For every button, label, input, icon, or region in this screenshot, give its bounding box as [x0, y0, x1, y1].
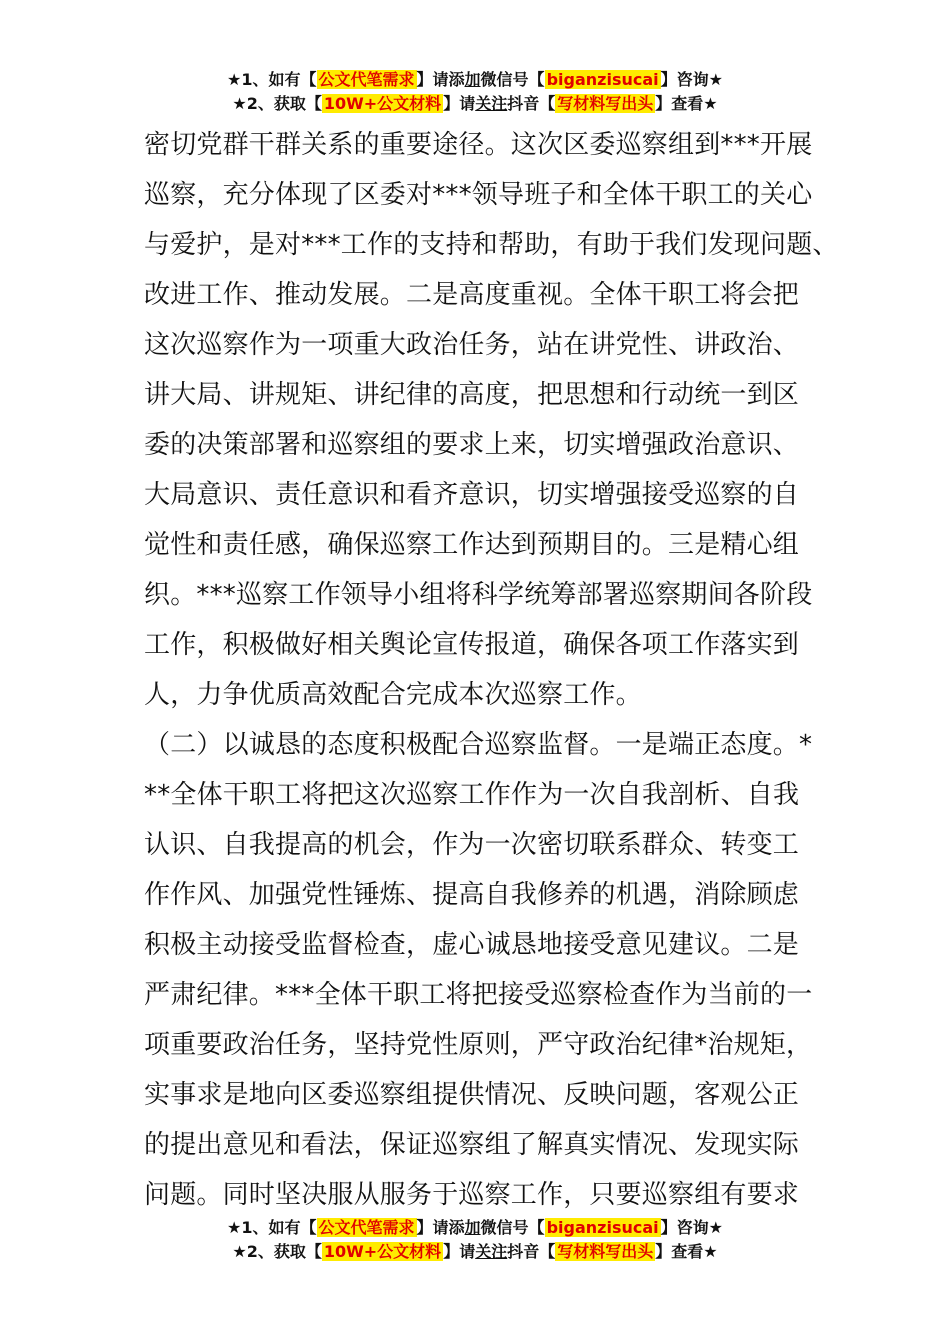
wechat-id-highlight: biganzisucai [546, 70, 659, 89]
body-line: 与爱护，是对***工作的支持和帮助，有助于我们发现问题、 [144, 230, 839, 260]
banner-text: 】请添 [416, 70, 465, 89]
body-line: **全体干职工将把这次巡察工作作为一次自我剖析、自我 [144, 780, 800, 810]
header-banner [0, 68, 950, 116]
banner-line-1 [0, 68, 950, 92]
body-line: 巡察，充分体现了区委对***领导班子和全体干职工的关心 [144, 180, 813, 210]
banner-text: ★2、获取【 [232, 94, 322, 113]
banner-underlined-text: 加 [464, 70, 481, 89]
body-line: 这次巡察作为一项重大政治任务，站在讲党性、讲政治、 [144, 330, 800, 360]
douyin-account-highlight: 写材料写出头 [557, 1242, 654, 1261]
body-line: 工作，积极做好相关舆论宣传报道，确保各项工作落实到 [144, 630, 800, 660]
banner-underlined-text: 关注 [475, 94, 508, 113]
ghostwriting-highlight: 公文代笔需求 [318, 70, 415, 89]
banner-text: 】查看★ [655, 94, 718, 113]
footer-banner [0, 1216, 950, 1264]
banner-text: 抖音【 [507, 1242, 556, 1261]
ghostwriting-highlight: 公文代笔需求 [318, 1218, 415, 1237]
banner-text: 】请 [443, 94, 476, 113]
section-heading-line: （二）以诚恳的态度积极配合巡察监督。一是端正态度。* [144, 730, 813, 760]
banner-text: 】咨询★ [660, 1218, 723, 1237]
materials-highlight: 10W+公文材料 [323, 94, 442, 113]
body-line: 织。***巡察工作领导小组将科学统筹部署巡察期间各阶段 [144, 580, 813, 610]
banner-text: 微信号【 [480, 1218, 545, 1237]
banner-line-1 [0, 1216, 950, 1240]
banner-text: ★2、获取【 [232, 1242, 322, 1261]
banner-text: 】请添 [416, 1218, 465, 1237]
body-line: 积极主动接受监督检查，虚心诚恳地接受意见建议。二是 [144, 930, 800, 960]
banner-text: ★1、如有【 [227, 70, 317, 89]
body-line: 人，力争优质高效配合完成本次巡察工作。 [144, 680, 642, 710]
materials-highlight: 10W+公文材料 [323, 1242, 442, 1261]
body-line: 的提出意见和看法，保证巡察组了解真实情况、发现实际 [144, 1130, 800, 1160]
body-line: 问题。同时坚决服从服务于巡察工作，只要巡察组有要求 [144, 1180, 800, 1210]
banner-text: ★1、如有【 [227, 1218, 317, 1237]
banner-line-2 [0, 1240, 950, 1264]
banner-text: 】查看★ [655, 1242, 718, 1261]
banner-underlined-text: 加 [464, 1218, 481, 1237]
banner-underlined-text: 关注 [475, 1242, 508, 1261]
banner-text: 微信号【 [480, 70, 545, 89]
body-line: 项重要政治任务，坚持党性原则，严守政治纪律*治规矩， [144, 1030, 813, 1060]
wechat-id-highlight: biganzisucai [546, 1218, 659, 1237]
body-line: 作作风、加强党性锤炼、提高自我修养的机遇，消除顾虑 [144, 880, 800, 910]
body-line: 改进工作、推动发展。二是高度重视。全体干职工将会把 [144, 280, 800, 310]
body-line: 大局意识、责任意识和看齐意识，切实增强接受巡察的自 [144, 480, 800, 510]
banner-text: 抖音【 [507, 94, 556, 113]
body-line: 密切党群干群关系的重要途径。这次区委巡察组到***开展 [144, 130, 813, 160]
document-body [144, 120, 839, 1220]
body-line: 实事求是地向区委巡察组提供情况、反映问题，客观公正 [144, 1080, 800, 1110]
douyin-account-highlight: 写材料写出头 [557, 94, 654, 113]
body-line: 认识、自我提高的机会，作为一次密切联系群众、转变工 [144, 830, 800, 860]
body-line: 觉性和责任感，确保巡察工作达到预期目的。三是精心组 [144, 530, 800, 560]
banner-line-2 [0, 92, 950, 116]
banner-text: 】请 [443, 1242, 476, 1261]
body-line: 讲大局、讲规矩、讲纪律的高度，把思想和行动统一到区 [144, 380, 800, 410]
body-line: 委的决策部署和巡察组的要求上来，切实增强政治意识、 [144, 430, 800, 460]
banner-text: 】咨询★ [660, 70, 723, 89]
body-line: 严肃纪律。***全体干职工将把接受巡察检查作为当前的一 [144, 980, 813, 1010]
